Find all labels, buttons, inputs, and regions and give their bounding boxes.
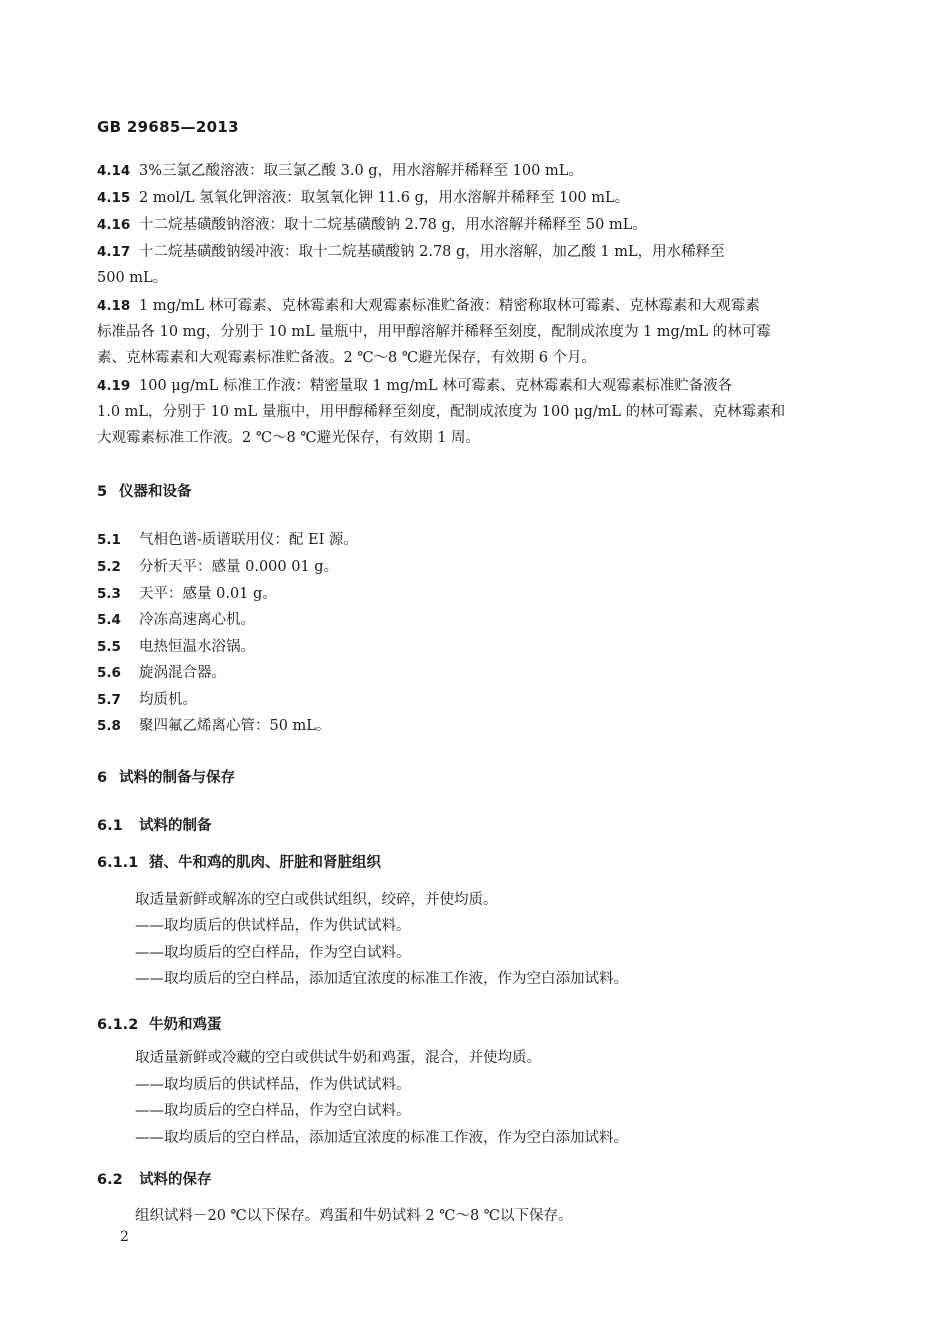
subsection-title: 试料的保存: [139, 1172, 212, 1188]
paragraph: 取适量新鲜或解冻的空白或供试组织，绞碎，并使均质。: [135, 892, 498, 908]
section-heading: [97, 768, 235, 788]
dash-item: ——取均质后的空白样品，作为空白试料。: [135, 1103, 411, 1119]
item-number: 5.2: [97, 559, 121, 575]
item-text: 100 μg/mL 标准工作液：精密量取 1 mg/mL 林可霉素、克林霉素和大观霉素标准贮备液各: [139, 378, 733, 394]
item-text: 1 mg/mL 林可霉素、克林霉素和大观霉素标准贮备液：精密称取林可霉素、克林霉素和大观霉素: [139, 298, 760, 314]
reagent-item: [97, 215, 647, 235]
item-number: 4.16: [97, 217, 131, 233]
subsection-number: 6.1.1: [97, 855, 139, 871]
item-text: 气相色谱-质谱联用仪：配 EI 源。: [139, 532, 358, 548]
item-text-continued: 1.0 mL，分别于 10 mL 量瓶中，用甲醇稀释至刻度，配制成浓度为 100 μg/mL 的林可霉素、克林霉素和: [97, 404, 786, 420]
equipment-item: [97, 637, 255, 657]
item-text: 分析天平：感量 0.000 01 g。: [139, 559, 339, 575]
equipment-item: [97, 716, 330, 736]
reagent-item: [97, 296, 760, 316]
dash-item: ——取均质后的空白样品，作为空白试料。: [135, 945, 411, 961]
item-text: 旋涡混合器。: [139, 665, 226, 681]
item-number: 5.3: [97, 586, 121, 602]
equipment-item: [97, 610, 255, 630]
subsection-number: 6.1.2: [97, 1017, 139, 1033]
dash-item: ——取均质后的供试样品，作为供试试料。: [135, 1077, 411, 1093]
item-text: 十二烷基磺酸钠缓冲液：取十二烷基磺酸钠 2.78 g，用水溶解，加乙酸 1 mL，用水稀释至: [139, 244, 725, 260]
subsection-title: 试料的制备: [139, 818, 212, 834]
equipment-item: [97, 557, 338, 577]
subsection-title: 猪、牛和鸡的肌肉、肝脏和肾脏组织: [149, 855, 381, 871]
item-text: 电热恒温水浴锅。: [139, 639, 255, 655]
item-text-continued: 素、克林霉素和大观霉素标准贮备液。2 ℃～8 ℃避光保存，有效期 6 个月。: [97, 350, 597, 366]
item-number: 5.1: [97, 532, 121, 548]
dash-item: ——取均质后的空白样品，添加适宜浓度的标准工作液，作为空白添加试料。: [135, 971, 628, 987]
item-text: 天平：感量 0.01 g。: [139, 586, 277, 602]
subsection-number: 6.1: [97, 818, 123, 834]
equipment-item: [97, 530, 358, 550]
item-number: 5.8: [97, 718, 121, 734]
item-text: 十二烷基磺酸钠溶液：取十二烷基磺酸钠 2.78 g，用水溶解并稀释至 50 mL。: [139, 217, 647, 233]
section-number: 6: [97, 770, 108, 786]
item-text: 冷冻高速离心机。: [139, 612, 255, 628]
item-text-continued: 500 mL。: [97, 270, 168, 286]
section-title: 试料的制备与保存: [119, 770, 235, 786]
section-heading: [97, 482, 192, 502]
paragraph: 组织试料－20 ℃以下保存。鸡蛋和牛奶试料 2 ℃～8 ℃以下保存。: [135, 1208, 573, 1224]
item-text: 均质机。: [139, 692, 197, 708]
section-title: 仪器和设备: [119, 484, 192, 500]
item-text: 3%三氯乙酸溶液：取三氯乙酸 3.0 g，用水溶解并稀释至 100 mL。: [139, 163, 583, 179]
equipment-item: [97, 663, 226, 683]
reagent-item: [97, 242, 725, 262]
reagent-item: [97, 188, 629, 208]
paragraph: 取适量新鲜或冷藏的空白或供试牛奶和鸡蛋，混合，并使均质。: [135, 1050, 541, 1066]
subsection-number: 6.2: [97, 1172, 123, 1188]
item-number: 4.14: [97, 163, 131, 179]
item-text: 2 mol/L 氢氧化钾溶液：取氢氧化钾 11.6 g，用水溶解并稀释至 100 mL。: [139, 190, 630, 206]
item-number: 4.17: [97, 244, 131, 260]
reagent-item: [97, 161, 583, 181]
item-number: 5.5: [97, 639, 121, 655]
item-text-continued: 大观霉素标准工作液。2 ℃～8 ℃避光保存，有效期 1 周。: [97, 430, 481, 446]
item-text: 聚四氟乙烯离心管：50 mL。: [139, 718, 331, 734]
dash-item: ——取均质后的空白样品，添加适宜浓度的标准工作液，作为空白添加试料。: [135, 1130, 628, 1146]
subsection-heading: [97, 1015, 222, 1035]
item-number: 5.6: [97, 665, 121, 681]
item-number: 4.18: [97, 298, 131, 314]
item-number: 5.7: [97, 692, 121, 708]
standard-code: GB 29685—2013: [97, 118, 239, 136]
equipment-item: [97, 690, 197, 710]
page-number: 2: [120, 1229, 129, 1245]
item-text-continued: 标准品各 10 mg，分别于 10 mL 量瓶中，用甲醇溶解并稀释至刻度，配制成浓度为 1 mg/mL 的林可霉: [97, 324, 771, 340]
subsection-heading: [97, 1170, 212, 1190]
subsection-heading: [97, 816, 212, 836]
item-number: 4.15: [97, 190, 131, 206]
reagent-item: [97, 376, 732, 396]
item-number: 5.4: [97, 612, 121, 628]
equipment-item: [97, 584, 277, 604]
dash-item: ——取均质后的供试样品，作为供试试料。: [135, 918, 411, 934]
section-number: 5: [97, 484, 108, 500]
subsection-title: 牛奶和鸡蛋: [149, 1017, 222, 1033]
subsection-heading: [97, 853, 381, 873]
item-number: 4.19: [97, 378, 131, 394]
